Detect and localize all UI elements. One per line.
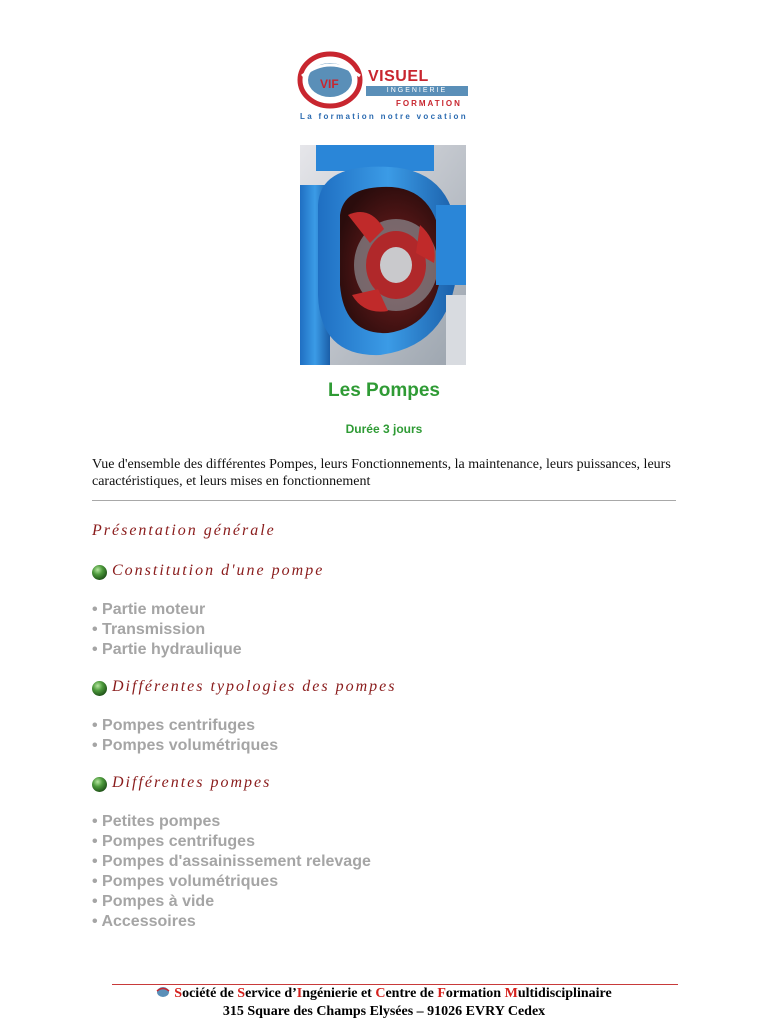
logo-subline-formation: FORMATION [396,99,462,108]
footer-cap: M [504,986,518,1001]
footer-company-name [0,986,768,1002]
footer-cap: F [437,986,446,1001]
company-logo [296,46,472,126]
course-title: Les Pompes [328,380,440,401]
logo-brand: VISUEL [368,68,429,85]
subsection-title: Différentes typologies des pompes [112,678,397,695]
footer-word: entre de [385,986,438,1001]
subsection-title: Constitution d'une pompe [112,562,325,579]
list-item: • Pompes à vide [92,893,215,910]
list-item: • Pompes centrifuges [92,833,255,850]
footer-word: ervice d’ [245,986,297,1001]
footer-address: 315 Square des Champs Elysées – 91026 EVRY Cedex [222,1004,546,1019]
pump-photo [300,145,466,365]
footer-word: ormation [445,986,505,1001]
course-description: Vue d'ensemble des différentes Pompes, leurs Fonctionnements, la maintenance, leurs puissances, leurs caractéristiques, et leurs mises en fonctionnement [92,457,671,489]
main-section-heading: Présentation générale [92,522,276,539]
footer-word: ultidisciplinaire [517,986,612,1001]
green-ball-bullet-icon [92,565,107,580]
list-item: • Pompes centrifuges [92,717,255,734]
subsection-title: Différentes pompes [112,774,272,791]
footer-cap: S [237,986,246,1001]
course-duration: Durée 3 jours [345,422,423,436]
divider [92,500,676,501]
list-item: • Accessoires [92,913,196,930]
footer-word: ngénierie et [302,986,376,1001]
green-ball-bullet-icon [92,681,107,696]
footer-cap: S [174,986,183,1001]
footer-cap: I [296,986,303,1001]
list-item: • Petites pompes [92,813,221,830]
company-mini-logo-icon [156,986,170,998]
logo-swoosh-icon [296,46,366,112]
footer-divider [112,984,678,985]
list-item: • Partie hydraulique [92,641,242,658]
list-item: • Pompes volumétriques [92,873,279,890]
list-item: • Pompes d'assainissement relevage [92,853,371,870]
list-item: • Transmission [92,621,206,638]
footer-cap: C [375,986,386,1001]
logo-mark-text: VIF [320,77,339,91]
logo-tagline: La formation notre vocation [300,112,468,121]
green-ball-bullet-icon [92,777,107,792]
logo-subline-ingenierie: INGENIERIE [386,87,448,94]
list-item: • Partie moteur [92,601,206,618]
footer-word: ociété de [182,986,238,1001]
list-item: • Pompes volumétriques [92,737,279,754]
